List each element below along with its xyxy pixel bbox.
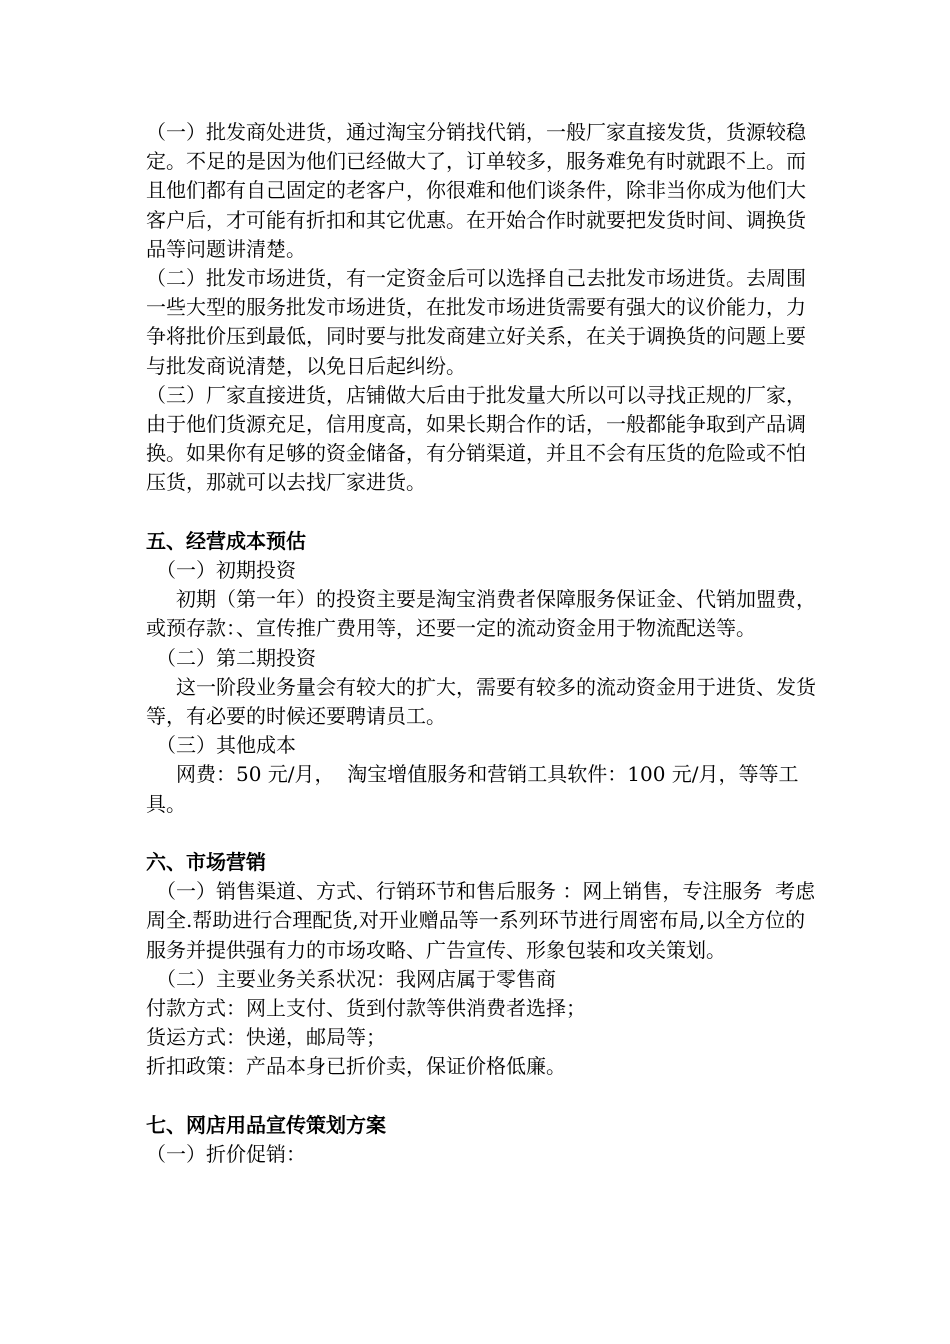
subheading-discount-promotion: （一）折价促销：	[146, 1142, 306, 1167]
paragraph-shipping-method: 货运方式：快递，邮局等；	[146, 1025, 386, 1050]
section-heading-cost-estimate: 五、经营成本预估	[146, 528, 306, 553]
paragraph-initial-investment: 初期（第一年）的投资主要是淘宝消费者保障服务保证金、代销加盟费，或预存款：、宣传推广费用等，还要一定的流动资金用于物流配送等。	[146, 587, 816, 641]
paragraph-second-investment: 这一阶段业务量会有较大的扩大，需要有较多的流动资金用于进货、发货等，有必要的时候还要聘请员工。	[146, 674, 816, 729]
subheading-other-costs: （三）其他成本	[156, 733, 296, 758]
paragraph-payment-method: 付款方式：网上支付、货到付款等供消费者选择；	[146, 996, 586, 1021]
section-heading-marketing: 六、市场营销	[146, 850, 266, 875]
paragraph-business-relations: （二）主要业务关系状况：我网店属于零售商	[156, 966, 556, 991]
subheading-initial-investment: （一）初期投资	[156, 558, 296, 583]
spacer	[146, 819, 816, 848]
paragraph-other-costs: 网费：50 元/月， 淘宝增值服务和营销工具软件：100 元/月，等等工具。	[146, 762, 799, 816]
paragraph-factory-sourcing: （三）厂家直接进货，店铺做大后由于批发量大所以可以寻找正规的厂家，由于他们货源充足，信用度高，如果长期合作的话，一般都能争取到产品调换。如果你有足够的资金储备，有分销渠道，并且不会有压货的危险或不怕压货，那就可以去找厂家进货。	[146, 382, 806, 495]
section-heading-promotion-plan: 七、网店用品宣传策划方案	[146, 1112, 386, 1137]
paragraph-sales-channels: （一）销售渠道、方式、行销环节和售后服务 ：网上销售，专注服务 考虑周全.帮助进行合理配货,对开业赠品等一系列环节进行周密布局,以全方位的服务并提供强有力的市场攻略、广告宣传、形象包装和攻关策划。	[146, 879, 816, 962]
paragraph-discount-policy: 折扣政策：产品本身已折价卖，保证价格低廉。	[146, 1054, 566, 1079]
paragraph-wholesale-market-sourcing: （二）批发市场进货，有一定资金后可以选择自己去批发市场进货。去周围一些大型的服务批发市场进货，在批发市场进货需要有强大的议价能力，力争将批价压到最低，同时要与批发商建立好关系，在关于调换货的问题上要与批发商说清楚，以免日后起纠纷。	[146, 266, 806, 378]
spacer	[146, 498, 816, 527]
paragraph-wholesaler-sourcing: （一）批发商处进货，通过淘宝分销找代销，一般厂家直接发货，货源较稳定。不足的是因为他们已经做大了，订单较多，服务难免有时就跟不上。而且他们都有自己固定的老客户，你很难和他们谈条件，除非当你成为他们大客户后，才可能有折扣和其它优惠。在开始合作时就要把发货时间、调换货品等问题讲清楚。	[146, 120, 806, 261]
document-page	[146, 118, 816, 1169]
subheading-second-investment: （二）第二期投资	[156, 645, 316, 670]
spacer	[146, 1082, 816, 1111]
